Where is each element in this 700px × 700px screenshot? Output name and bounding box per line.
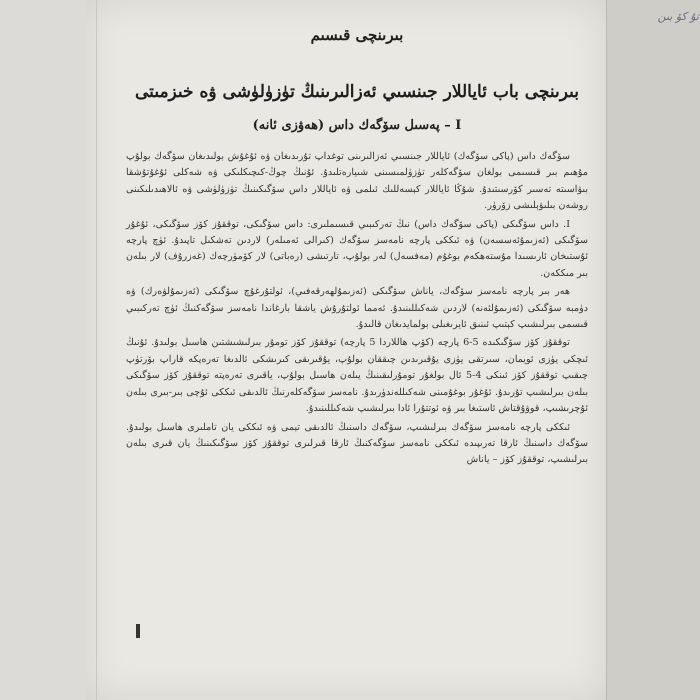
part-title: بىرىنچى قىسىم xyxy=(310,26,404,44)
paragraph-3-text: ھەر بىر پارچە نامەسز سۆگەك، ياناش سۆگىكى (ئەزىمۇلھەرقەفىي)، ئولتۇرغۇچ سۆگىكى (ئەزىمۇلۋەرك) ۋە دۈمبە سۆگىكى (ئەزىمۇلئەنە) لاردىن شەكىللىنىدۇ. ئەمما ئولتۇرۇش ياشقا بارغاندا نامەسز سۆگەكنىڭ ئۈچ تەركىبىي قىسمى بىرلىشىپ كېتىپ ئىنىق ئايرىغىلى بولمايدىغان قالىدۇ. xyxy=(126,286,588,331)
lesson-title: I – پەسىل سۆگەك داس (ھەۋزى ئانە) xyxy=(252,118,462,133)
paragraph-5-text: ئىككى پارچە نامەسز سۆگەك بىرلىشىپ، سۆگەك داسنىڭ ئالدىقى تېمى ۋە ئىككى يان تاملىرى ھاسىل بولىدۇ. سۆگەك داسنىڭ ئارقا تەرىپىدە ئىككى نامەسز سۆگەكنىڭ ئارقا قىرلىرى توققۇز كۆز سۆگىكىنىڭ يان قىرى بىلەن بىرلىشىپ، توققۇز كۆز – ياناش xyxy=(126,421,588,466)
paragraph-4-text: توققۇز كۆز سۆگىكىدە 5-6 پارچە (كۆپ ھاللاردا 5 پارچە) توققۇز كۆز تومۇر بىرلىشىشتىن ھاسىل بولىدۇ. ئۇنىڭ ئىچكى يۈزى ئويمان، سىرتقى يۈزى يۇقىرىدىن چىققان بولۇپ، يۇقىرىقى كىرىشكى ئالدىغا تەرەپكە قاراپ بۆرتۈپ چىقىپ توققۇز كۆز ئىنكى 4-5 ئال بولغۇر تومۇرلىقىنىڭ يىلەن ھاسىل بولۇپ، ياقىرى تەرەپتە توققۇز كۆز سۆگىكى بىلەن بىرلىشىپ تۇرىدۇ. ئۇغۇر بوغۇمىنى شەكىللەندۈرىدۇ. نامەسز سۆگەكلەرنىڭ ئالدىقى ئىككى ئۇچى بىر-بىرى بىلەن ئۇچرىشىپ، قوۋۇقتاش ئاستىغا بىر ۋە ئوتتۇرا ئادا بىرلىشىپ شەكىللىنىدۇ. xyxy=(126,337,588,415)
adjacent-page xyxy=(606,0,700,700)
paragraph-1-text: سۆگەك داس (پاكى سۆگەك) ئاياللار جىنسىي ئەزالىرىنى توغداپ تۇرىدىغان ۋە ئۇغۇش بولىدىغان سۆگەك بولۇپ مۇھىم بىر قىسىمى بولغان سۆگەكلەر تۈزۈلمىسىنى شىيارەتلىدۇ. ئۇنىڭ چوڭ-كىچىكلىكى ۋە شەكلى ئۇغۇتۇشقا بىۋاسىتە تەسىر كۆرسىتىدۇ. شۇڭا ئاياللار كېسەللىك ئىلمى ۋە ئاياللار داس سۆگىكىنىڭ تۈزۈلۈشى ۋە ئالاھىدىلىكىنى روشەن بىلىۋېلىشى زۆرۈر. xyxy=(126,151,588,212)
paragraph-5 xyxy=(126,420,588,469)
paragraph-4 xyxy=(126,335,588,417)
chapter-title: بىرىنچى باب ئاياللار جىنسىي ئەزالىرىنىڭ تۈزۈلۈشى ۋە خىزمىتى xyxy=(135,82,579,102)
paragraph-3 xyxy=(126,284,588,333)
page-bottom-mark xyxy=(136,624,140,638)
paragraph-1 xyxy=(126,149,588,215)
page-content xyxy=(126,26,588,471)
adjacent-page-scrawl: تۇ كۆ بىن xyxy=(657,10,699,23)
page-edge-line xyxy=(96,0,97,700)
paragraph-2 xyxy=(126,217,588,283)
paragraph-2-text: I. داس سۆگىكى (پاكى سۆگەك داس) نىڭ تەركىبىي قىسىملىرى: داس سۆگىكى، توققۇز كۆز سۆگىكى، ئۇغۇر سۆگىكى (ئەزىمۇئەسسەن) ۋە ئىككى پارچە نامەسز سۆگەك (كىرالى ئەمىلەر) لاردىن تەشكىل تاپىدۇ. ئۈچ پارچە ئۇستىخان ئارىسىدا مۇستەھكەم بوغۇم (مەفسەل) لەر بولۇپ، تارتىشى (رەباتى) لار كۆمۈرچەك (غەزرۇف) لار بىلەن بىر مىككەن. xyxy=(126,218,588,279)
